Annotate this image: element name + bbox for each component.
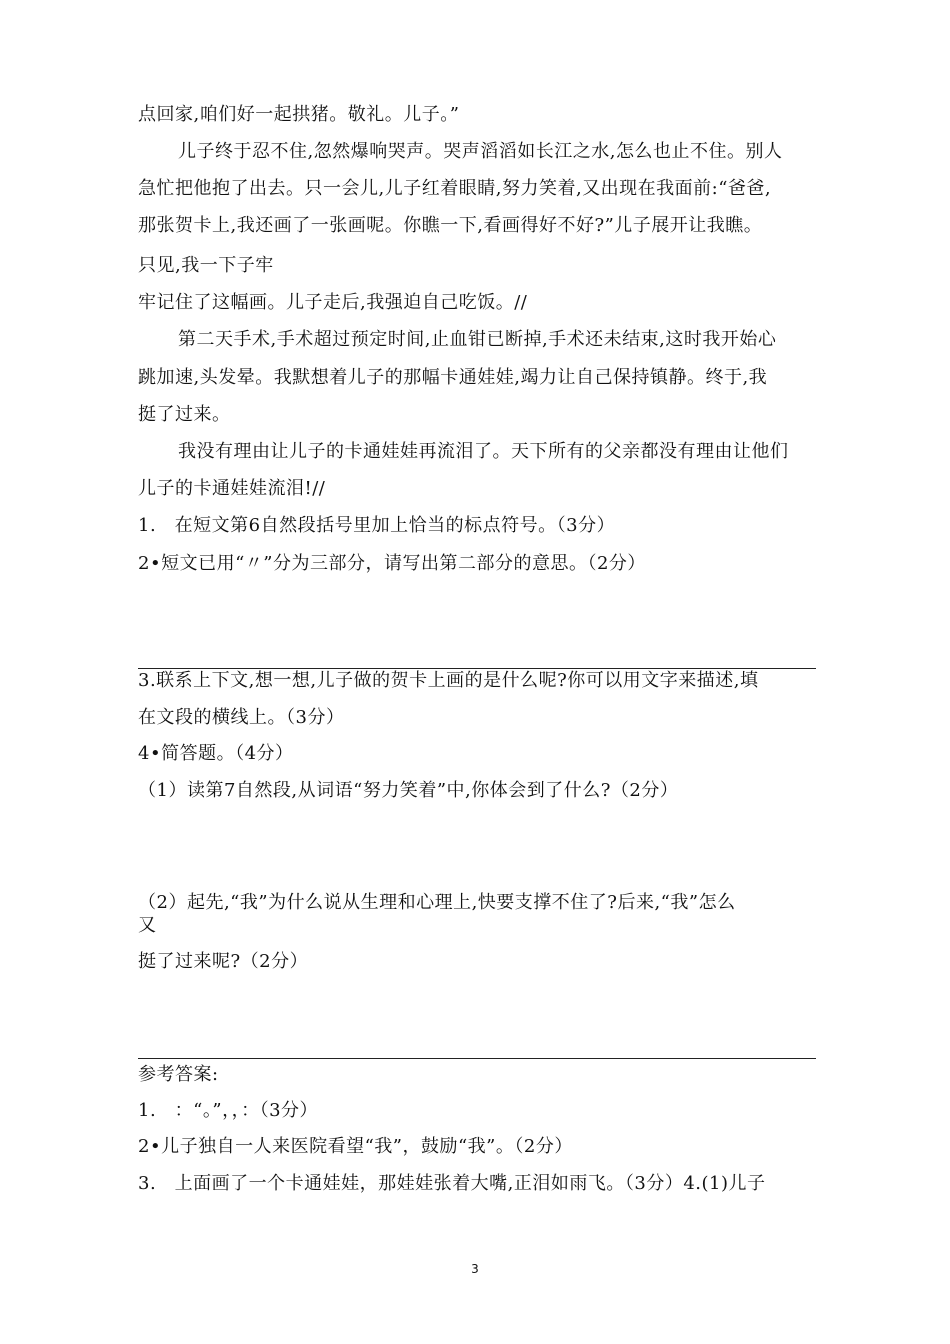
answer-1: 1. ：“。”，，：（3分）	[138, 1100, 319, 1121]
passage-line: 那张贺卡上,我还画了一张画呢。你瞧一下,看画得好不好?”儿子展开让我瞧。	[138, 215, 763, 236]
question-2: 2•短文已用“〃”分为三部分，请写出第二部分的意思。（2分）	[138, 553, 646, 574]
answer-2: 2•儿子独自一人来医院看望“我”，鼓励“我”。（2分）	[138, 1136, 573, 1157]
page-number: 3	[471, 1262, 479, 1276]
passage-line: 牢记住了这幅画。儿子走后,我强迫自己吃饭。//	[138, 292, 528, 313]
question-3: 3.联系上下文,想一想,儿子做的贺卡上画的是什么呢?你可以用文字来描述,填	[138, 670, 759, 691]
passage-line: 急忙把他抱了出去。只一会儿,儿子红着眼睛,努力笑着,又出现在我面前:“爸爸,	[138, 178, 772, 199]
passage-line: 儿子的卡通娃娃流泪!//	[138, 478, 326, 499]
question-4-2-cont: 挺了过来呢?（2分）	[138, 951, 309, 972]
passage-line: 我没有理由让儿子的卡通娃娃再流泪了。天下所有的父亲都没有理由让他们	[178, 441, 789, 462]
answer-line	[138, 1058, 816, 1059]
passage-line: 儿子终于忍不住,忽然爆响哭声。哭声滔滔如长江之水,怎么也止不住。别人	[178, 141, 783, 162]
passage-line: 跳加速,头发晕。我默想着儿子的那幅卡通娃娃,竭力让自己保持镇静。终于,我	[138, 367, 768, 388]
passage-line: 只见,我一下子牢	[138, 255, 274, 276]
question-4-1: （1）读第7自然段,从词语“努力笑着”中,你体会到了什么?（2分）	[138, 780, 679, 801]
question-3-cont: 在文段的横线上。（3分）	[138, 707, 345, 728]
question-4: 4•简答题。（4分）	[138, 743, 294, 764]
passage-line: 挺了过来。	[138, 404, 231, 425]
question-4-2: （2）起先,“我”为什么说从生理和心理上,快要支撑不住了?后来,“我”怎么	[138, 892, 736, 913]
passage-line: 第二天手术,手术超过预定时间,止血钳已断掉,手术还未结束,这时我开始心	[178, 329, 777, 350]
passage-line: 点回家,咱们好一起拱猪。敬礼。儿子。”	[138, 104, 460, 125]
answers-heading: 参考答案:	[138, 1064, 219, 1085]
question-4-2-cont: 又	[138, 915, 157, 936]
answer-3: 3. 上面画了一个卡通娃娃，那娃娃张着大嘴,正泪如雨飞。（3分）4.(1)儿子	[138, 1173, 766, 1194]
question-1: 1. 在短文第6自然段括号里加上恰当的标点符号。（3分）	[138, 515, 616, 536]
